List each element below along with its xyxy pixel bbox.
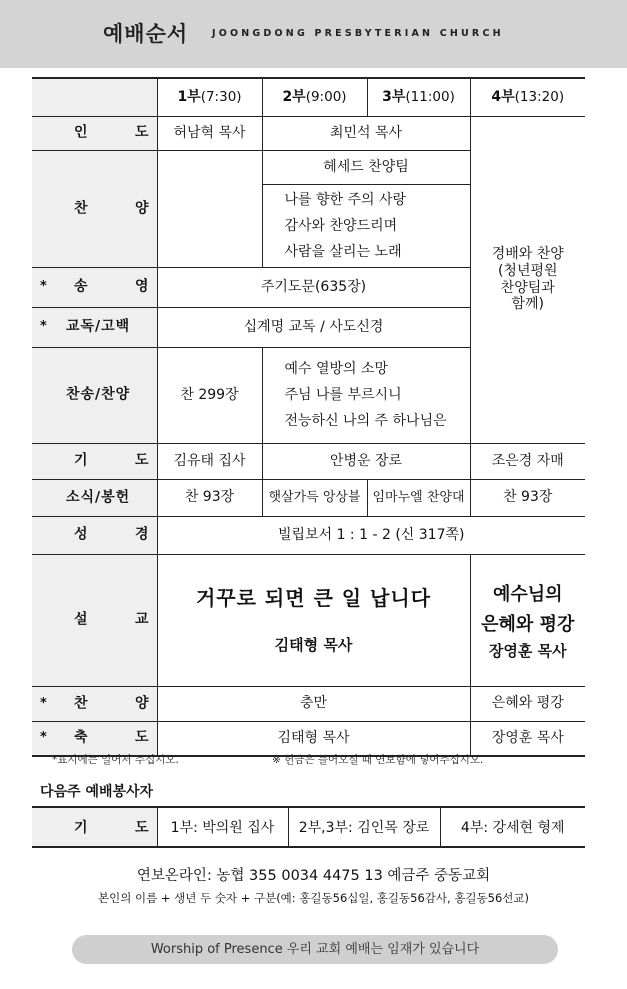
next-week-table [32, 806, 585, 848]
indo-s1: 허남혁 목사 [157, 116, 262, 150]
row-chukdo [32, 721, 585, 756]
service-2-header: 2부(9:00) [262, 78, 367, 116]
gido-s23: 안병운 장로 [262, 443, 470, 479]
label-songyeong: * 송 영 [32, 267, 157, 307]
scripture-value: 빌립보서 1 : 1 - 2 (신 317쪽) [157, 516, 585, 554]
sermon-preacher: 김태형 목사 [274, 636, 353, 654]
note-standing: *표시에는 일어서 주십시오. [52, 754, 179, 766]
service-header-row [32, 78, 585, 116]
next-week-label: 기 도 [32, 807, 157, 847]
sermon-title: 거꾸로 되면 큰 일 납니다 [195, 586, 432, 610]
header-bar [0, 0, 627, 68]
row-indo [32, 116, 585, 150]
online-offering-account: 연보온라인: 농협 355 0034 4475 13 예금주 중동교회 [136, 868, 491, 884]
row-sosik [32, 479, 585, 516]
indo-s23: 최민석 목사 [262, 116, 470, 150]
label-seonggyeong: 성 경 [32, 516, 157, 554]
corner-cell [32, 78, 157, 116]
row-sermon [32, 554, 585, 686]
note-offering: ※ 헌금은 들어오실 때 연보함에 넣어주십시오. [272, 754, 484, 766]
chanyang2-value: 충만 [157, 686, 470, 721]
gyodok-value: 십계명 교독 / 사도신경 [157, 307, 470, 347]
footer-banner: Worship of Presence 우리 교회 예배는 임재가 있습니다 [72, 935, 558, 964]
label-chukdo: * 축 도 [32, 721, 157, 756]
next-week-s1: 1부: 박의원 집사 [157, 807, 288, 847]
sermon-s4-preacher: 장영훈 목사 [488, 642, 567, 660]
gido-s4: 조은경 자매 [470, 443, 585, 479]
sosik-s2: 햇살가득 앙상블 [262, 479, 367, 516]
church-name: JOONGDONG PRESBYTERIAN CHURCH [212, 28, 504, 39]
next-week-s23: 2부,3부: 김인목 장로 [288, 807, 440, 847]
chanyang-s1-empty [157, 150, 262, 267]
chanyang-song-list: 나를 향한 주의 사랑 감사와 찬양드리며 사람을 살리는 노래 [262, 184, 470, 267]
next-week-title: 다음주 예배봉사자 [40, 784, 154, 800]
label-sosik: 소식/봉헌 [32, 479, 157, 516]
chanyang2-s4: 은혜와 평강 [470, 686, 585, 721]
label-chanyang2: * 찬 양 [32, 686, 157, 721]
chanyang-team: 헤세드 찬양팀 [262, 150, 470, 184]
sermon-s4 [470, 554, 585, 686]
row-seonggyeong [32, 516, 585, 554]
sosik-s1: 찬 93장 [157, 479, 262, 516]
chukdo-s4: 장영훈 목사 [470, 721, 585, 756]
chansong-s1: 찬 299장 [157, 347, 262, 443]
chukdo-value: 김태형 목사 [157, 721, 470, 756]
label-gyodok: * 교독/고백 [32, 307, 157, 347]
sermon-s4-title-2: 은혜와 평강 [481, 614, 575, 635]
service-1-header: 1부(7:30) [157, 78, 262, 116]
sosik-s3: 임마누엘 찬양대 [367, 479, 470, 516]
songyeong-value: 주기도문(635장) [157, 267, 470, 307]
gido-s1: 김유태 집사 [157, 443, 262, 479]
label-indo: 인 도 [32, 116, 157, 150]
label-gido: 기 도 [32, 443, 157, 479]
online-offering-instructions: 본인의 이름 + 생년 두 숫자 + 구분(예: 홍길동56십일, 홍길동56감사, 홍길동56선교) [98, 891, 529, 905]
row-chanyang2 [32, 686, 585, 721]
chansong-song-list: 예수 열방의 소망 주님 나를 부르시니 전능하신 나의 주 하나님은 [262, 347, 470, 443]
label-sermon: 설 교 [32, 554, 157, 686]
next-week-s4: 4부: 강세현 형제 [440, 807, 585, 847]
label-chansong: 찬송/찬양 [32, 347, 157, 443]
sosik-s4: 찬 93장 [470, 479, 585, 516]
service-4-header: 4부(13:20) [470, 78, 585, 116]
page-title: 예배순서 [103, 22, 189, 46]
label-chanyang: 찬 양 [32, 150, 157, 267]
s4-praise-cell: 경배와 찬양 (청년평원 찬양팀과 함께) [470, 116, 585, 443]
sermon-main [157, 554, 470, 686]
row-gido [32, 443, 585, 479]
worship-order-table [32, 77, 585, 757]
sermon-s4-title-1: 예수님의 [492, 584, 563, 605]
service-3-header: 3부(11:00) [367, 78, 470, 116]
